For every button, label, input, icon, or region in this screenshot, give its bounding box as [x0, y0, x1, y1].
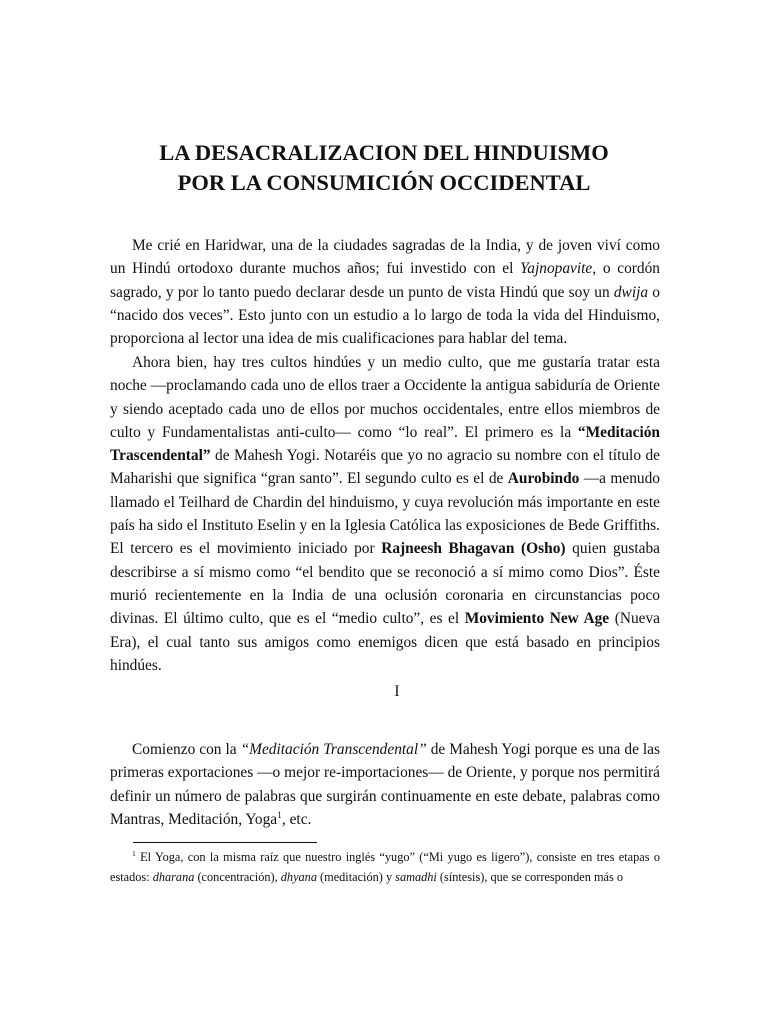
text-run: de Mahesh Yogi porque es una de las primeras exportaciones —o mejor re-importaciones— de Oriente, y porque nos permitirá definir un número de palabras que surgirán continuamente en este debate, palabras como Mantras, Meditación, Yoga — [110, 741, 660, 828]
text-run: Comienzo con la — [132, 741, 241, 758]
section-numeral: I — [394, 683, 400, 700]
footnote-divider — [133, 842, 317, 843]
title-line-1: LA DESACRALIZACION DEL HINDUISMO — [159, 140, 609, 165]
bold-term: Aurobindo — [507, 470, 580, 488]
page-title — [0, 138, 768, 198]
text-run: —a menudo llamado el Teilhard de Chardin del hinduismo, y cuya revolución más importante en este país ha sido el Instituto Eselin y en la Iglesia Católica las exposiciones de Bede Griffiths. El tercero es el movimiento iniciado por — [110, 470, 660, 558]
italic-term: Yajnopavite — [520, 260, 593, 278]
footnote-number: 1 — [132, 848, 136, 858]
paragraph-cults — [110, 351, 660, 677]
text-run: o “nacido dos veces”. Esto junto con un estudio a lo largo de toda la vida del Hinduismo, proporciona al lector una idea de mis cualificaciones para hablar del tema. — [110, 283, 660, 348]
text-run: quien gustaba describirse a sí mismo como “el bendito que se reconoció a sí mimo como Dios”. Éste murió recientemente en la India de una oclusión coronaria en circunstancias poco divinas. El último culto, que es el “medio culto”, es el — [110, 540, 660, 628]
footnote — [110, 847, 660, 887]
text-run: El Yoga, con la misma raíz que nuestro inglés “yugo” (“Mi yugo es ligero”), consiste en tres etapas o estados: — [110, 850, 660, 884]
italic-term: samadhi — [395, 870, 437, 884]
text-run: , o cordón sagrado, y por lo tanto puedo declarar desde un punto de vista Hindú que soy un — [110, 260, 660, 301]
paragraph-tm — [110, 738, 660, 831]
text-run: (Nueva Era), el cual tanto sus amigos como enemigos dicen que está basado en principios hindúes. — [110, 610, 660, 674]
title-line-2: POR LA CONSUMICIÓN OCCIDENTAL — [177, 170, 591, 195]
italic-term: dharana — [152, 870, 195, 884]
text-run: (concentración), — [194, 870, 281, 884]
bold-term: Movimiento New Age — [464, 610, 610, 628]
footnote-ref[interactable]: 1 — [277, 809, 282, 821]
bold-term: Rajneesh Bhagavan (Osho) — [381, 540, 566, 558]
italic-term: “Meditación Transcendental” — [240, 741, 427, 758]
italic-term: dhyana — [280, 870, 317, 884]
text-run: Ahora bien, hay tres cultos hindúes y un medio culto, que me gustaría tratar esta noche —proclamando cada uno de ellos traer a Occidente la antigua sabiduría de Oriente y siendo aceptado cada uno de ellos por muchos occidentales, entre ellos miembros de culto y Fundamentalistas anti-culto— como “lo real”. El primero es la — [110, 354, 660, 441]
bold-term: “Meditación Trascendental” — [110, 423, 660, 465]
italic-term: dwija — [613, 283, 649, 301]
paragraph-intro — [110, 234, 660, 350]
text-run: de Mahesh Yogi. Notaréis que yo no agracio su nombre con el título de Maharishi que significa “gran santo”. El segundo culto es el de — [110, 447, 660, 488]
text-run: Me crié en Haridwar, una de la ciudades sagradas de la India, y de joven viví como un Hindú ortodoxo durante muchos años; fui investido con el — [110, 237, 660, 278]
text-run: , etc. — [281, 810, 312, 828]
text-run: (síntesis), que se corresponden más o — [436, 870, 623, 884]
text-run: (meditación) y — [316, 870, 396, 884]
